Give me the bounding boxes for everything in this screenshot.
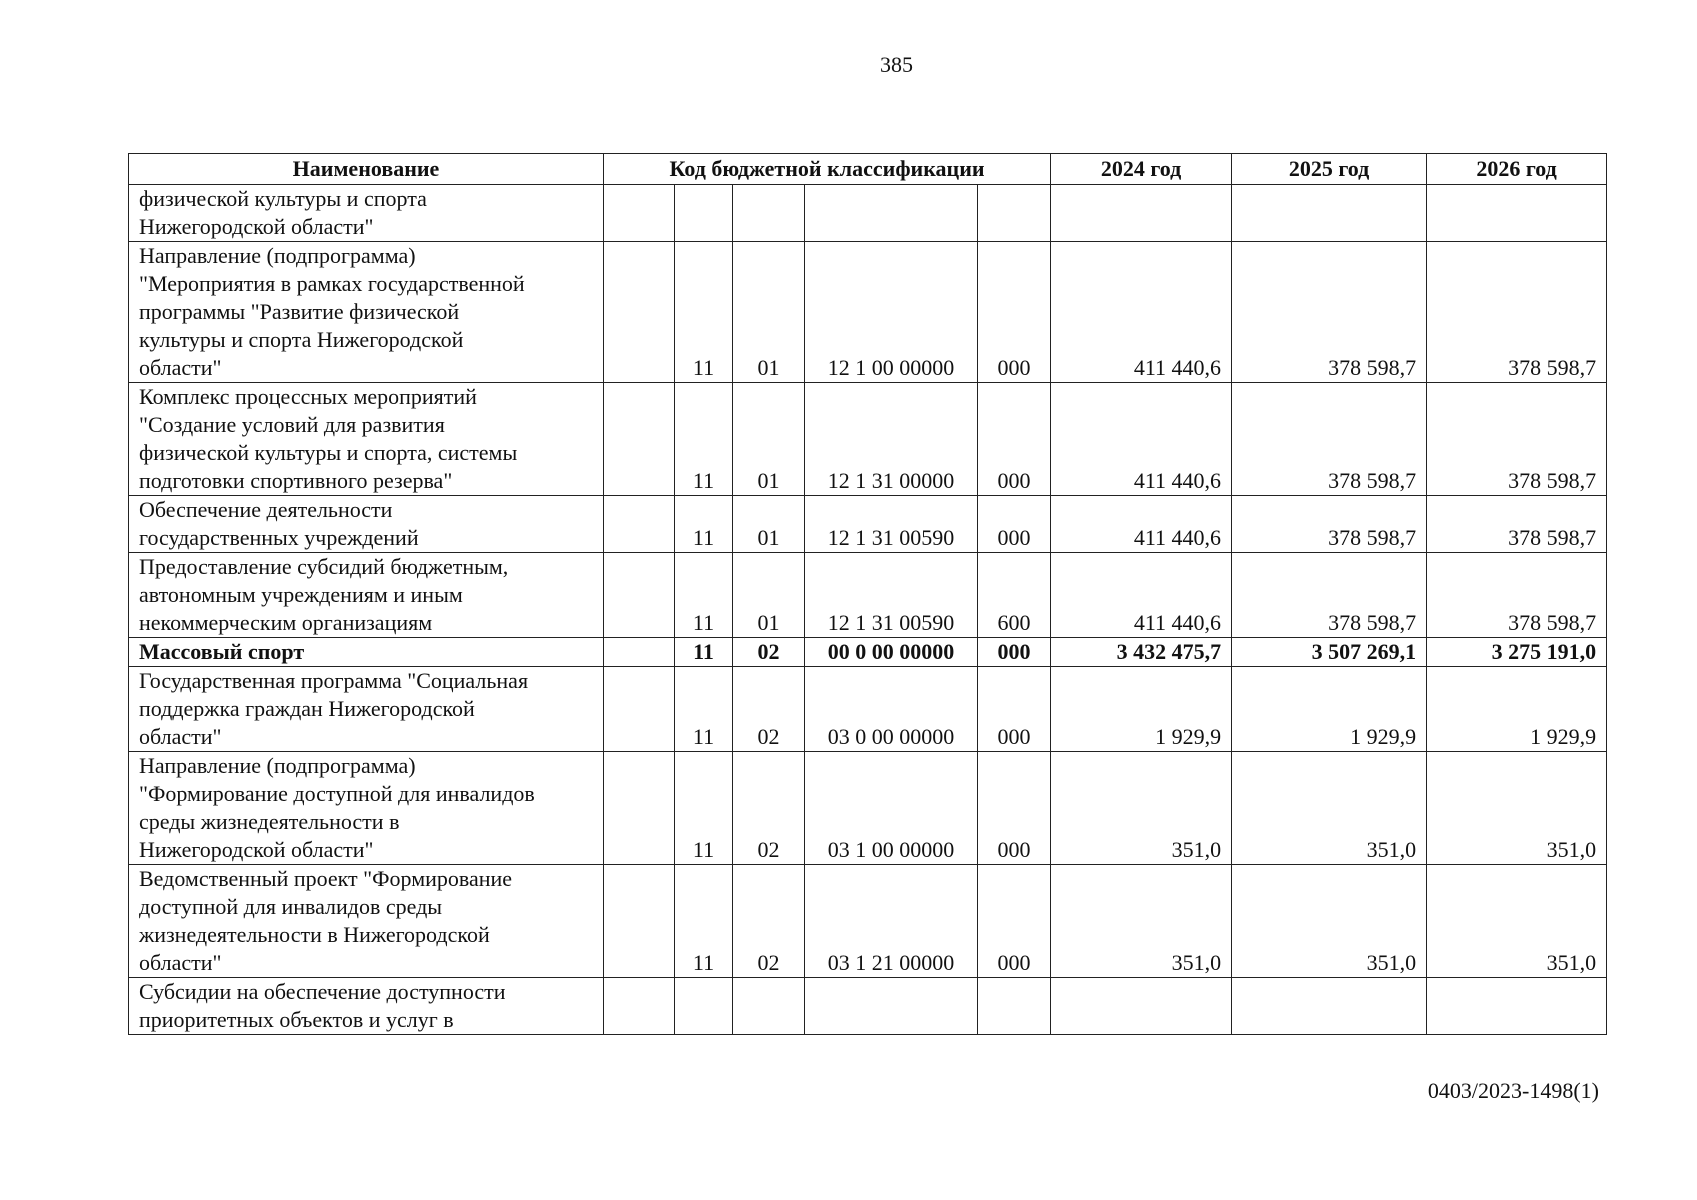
table-body (129, 185, 1607, 1035)
cell-name: Массовый спорт (129, 638, 604, 667)
cell-subsection-code (733, 978, 805, 1035)
cell-value-2026: 378 598,7 (1427, 242, 1607, 383)
cell-value-2024: 351,0 (1051, 865, 1232, 978)
cell-target-code: 12 1 31 00000 (805, 383, 978, 496)
cell-value-2025: 378 598,7 (1232, 383, 1427, 496)
cell-value-2024: 1 929,9 (1051, 667, 1232, 752)
cell-expense-type-code: 600 (978, 553, 1051, 638)
cell-expense-type-code (978, 185, 1051, 242)
header-name: Наименование (129, 154, 604, 185)
cell-value-2025: 378 598,7 (1232, 553, 1427, 638)
cell-name: Субсидии на обеспечение доступности приоритетных объектов и услуг в (129, 978, 604, 1035)
cell-code-part-1 (604, 553, 675, 638)
cell-expense-type-code: 000 (978, 638, 1051, 667)
cell-value-2026: 351,0 (1427, 752, 1607, 865)
cell-section-code (675, 185, 733, 242)
cell-name: Направление (подпрограмма) "Мероприятия в рамках государственной программы "Развитие физической культуры и спорта Нижегородской области" (129, 242, 604, 383)
document-code: 0403/2023-1498(1) (1427, 1078, 1599, 1103)
header-2025: 2025 год (1232, 154, 1427, 185)
cell-subsection-code: 02 (733, 865, 805, 978)
cell-expense-type-code: 000 (978, 865, 1051, 978)
cell-code-part-1 (604, 667, 675, 752)
table-row (129, 667, 1607, 752)
table-row (129, 638, 1607, 667)
cell-target-code: 03 1 00 00000 (805, 752, 978, 865)
cell-target-code: 00 0 00 00000 (805, 638, 978, 667)
page-number: 385 (880, 52, 913, 77)
cell-value-2025: 351,0 (1232, 752, 1427, 865)
cell-value-2024: 351,0 (1051, 752, 1232, 865)
cell-target-code: 03 0 00 00000 (805, 667, 978, 752)
cell-target-code: 12 1 00 00000 (805, 242, 978, 383)
table-row (129, 242, 1607, 383)
cell-name: Ведомственный проект "Формирование доступной для инвалидов среды жизнедеятельности в Нижегородской области" (129, 865, 604, 978)
cell-value-2024: 411 440,6 (1051, 383, 1232, 496)
cell-value-2024: 3 432 475,7 (1051, 638, 1232, 667)
cell-section-code: 11 (675, 242, 733, 383)
cell-expense-type-code (978, 978, 1051, 1035)
cell-target-code (805, 978, 978, 1035)
cell-value-2025: 1 929,9 (1232, 667, 1427, 752)
cell-target-code (805, 185, 978, 242)
cell-subsection-code: 01 (733, 383, 805, 496)
cell-subsection-code: 01 (733, 242, 805, 383)
header-2024: 2024 год (1051, 154, 1232, 185)
cell-name: Предоставление субсидий бюджетным, автономным учреждениям и иным некоммерческим организациям (129, 553, 604, 638)
cell-expense-type-code: 000 (978, 752, 1051, 865)
cell-code-part-1 (604, 865, 675, 978)
cell-section-code: 11 (675, 553, 733, 638)
cell-code-part-1 (604, 383, 675, 496)
cell-target-code: 12 1 31 00590 (805, 496, 978, 553)
cell-code-part-1 (604, 752, 675, 865)
cell-section-code (675, 978, 733, 1035)
cell-expense-type-code: 000 (978, 496, 1051, 553)
cell-value-2026: 1 929,9 (1427, 667, 1607, 752)
table-row (129, 865, 1607, 978)
cell-value-2025: 378 598,7 (1232, 242, 1427, 383)
cell-value-2025 (1232, 185, 1427, 242)
cell-subsection-code: 02 (733, 667, 805, 752)
header-2026: 2026 год (1427, 154, 1607, 185)
cell-expense-type-code: 000 (978, 667, 1051, 752)
table-row (129, 553, 1607, 638)
cell-value-2024 (1051, 185, 1232, 242)
cell-code-part-1 (604, 242, 675, 383)
cell-value-2024 (1051, 978, 1232, 1035)
cell-subsection-code: 01 (733, 496, 805, 553)
cell-value-2025: 3 507 269,1 (1232, 638, 1427, 667)
cell-value-2024: 411 440,6 (1051, 553, 1232, 638)
cell-section-code: 11 (675, 496, 733, 553)
cell-code-part-1 (604, 185, 675, 242)
cell-subsection-code: 01 (733, 553, 805, 638)
cell-section-code: 11 (675, 383, 733, 496)
cell-value-2026: 378 598,7 (1427, 553, 1607, 638)
cell-value-2026 (1427, 185, 1607, 242)
cell-value-2026: 378 598,7 (1427, 383, 1607, 496)
cell-code-part-1 (604, 978, 675, 1035)
cell-code-part-1 (604, 496, 675, 553)
cell-subsection-code: 02 (733, 638, 805, 667)
table-row (129, 752, 1607, 865)
cell-target-code: 12 1 31 00590 (805, 553, 978, 638)
table-row (129, 383, 1607, 496)
budget-table (128, 153, 1607, 1035)
table-row (129, 496, 1607, 553)
cell-value-2026: 3 275 191,0 (1427, 638, 1607, 667)
cell-section-code: 11 (675, 667, 733, 752)
table-row (129, 185, 1607, 242)
cell-value-2026: 378 598,7 (1427, 496, 1607, 553)
cell-section-code: 11 (675, 865, 733, 978)
cell-value-2025 (1232, 978, 1427, 1035)
cell-section-code: 11 (675, 752, 733, 865)
cell-value-2026: 351,0 (1427, 865, 1607, 978)
cell-value-2025: 351,0 (1232, 865, 1427, 978)
cell-code-part-1 (604, 638, 675, 667)
table-header-row (129, 154, 1607, 185)
cell-name: Государственная программа "Социальная поддержка граждан Нижегородской области" (129, 667, 604, 752)
cell-subsection-code (733, 185, 805, 242)
cell-expense-type-code: 000 (978, 242, 1051, 383)
cell-expense-type-code: 000 (978, 383, 1051, 496)
header-budget-code: Код бюджетной классификации (604, 154, 1051, 185)
cell-value-2024: 411 440,6 (1051, 242, 1232, 383)
table-row (129, 978, 1607, 1035)
cell-name: физической культуры и спорта Нижегородской области" (129, 185, 604, 242)
cell-value-2025: 378 598,7 (1232, 496, 1427, 553)
cell-section-code: 11 (675, 638, 733, 667)
cell-name: Обеспечение деятельности государственных учреждений (129, 496, 604, 553)
cell-value-2026 (1427, 978, 1607, 1035)
cell-target-code: 03 1 21 00000 (805, 865, 978, 978)
cell-value-2024: 411 440,6 (1051, 496, 1232, 553)
cell-subsection-code: 02 (733, 752, 805, 865)
cell-name: Комплекс процессных мероприятий "Создание условий для развития физической культуры и спорта, системы подготовки спортивного резерва" (129, 383, 604, 496)
cell-name: Направление (подпрограмма) "Формирование доступной для инвалидов среды жизнедеятельности в Нижегородской области" (129, 752, 604, 865)
